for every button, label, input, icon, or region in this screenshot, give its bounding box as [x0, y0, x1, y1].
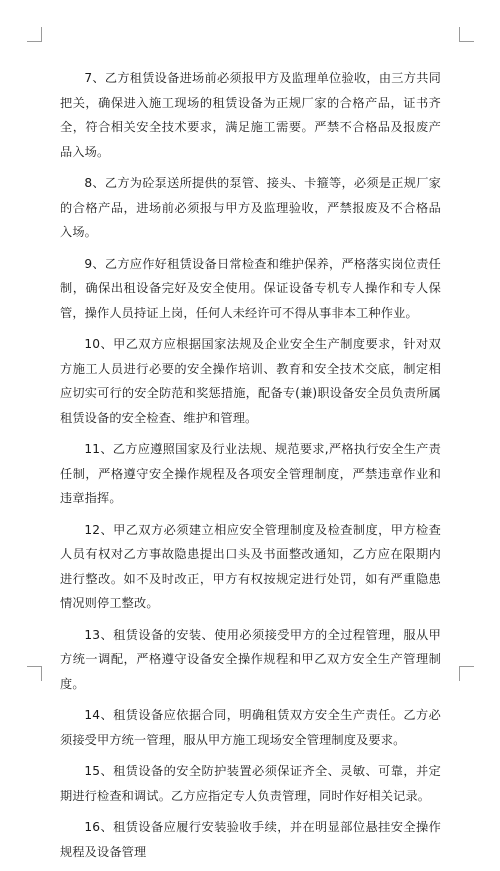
paragraph-15: 15、租赁设备的安全防护装置必须保证齐全、灵敏、可靠，并定期进行检查和调试。乙方应指定专人负责管理，同时作好相关记录。	[60, 764, 441, 803]
crop-mark-bottom-left	[27, 666, 42, 681]
paragraph-12: 12、甲乙双方必须建立相应安全管理制度及检查制度，甲方检查人员有权对乙方事故隐患提出口头及书面整改通知，乙方应在限期内进行整改。如不及时改正，甲方有权按规定进行处罚，如有严重隐患情况则停工整改。	[60, 522, 441, 610]
paragraph-13: 13、租赁设备的安装、使用必须接受甲方的全过程管理，服从甲方统一调配，严格遵守设备安全操作规程和甲乙双方安全生产管理制度。	[60, 627, 441, 691]
crop-mark-top-right	[459, 27, 474, 42]
paragraph-9: 9、乙方应作好租赁设备日常检查和维护保养，严格落实岗位责任制，确保出租设备完好及安全使用。保证设备专机专人操作和专人保管，操作人员持证上岗，任何人未经许可不得从事非本工种作业。	[60, 256, 441, 320]
paragraph-16: 16、租赁设备应履行安装验收手续，并在明显部位悬挂安全操作规程及设备管理	[60, 820, 441, 859]
crop-mark-top-left	[27, 27, 42, 42]
paragraph-7: 7、乙方租赁设备进场前必须报甲方及监理单位验收，由三方共同把关，确保进入施工现场的租赁设备为正规厂家的合格产品，证书齐全，符合相关安全技术要求，满足施工需要。严禁不合格品及报废产品入场。	[60, 71, 441, 159]
paragraph-8: 8、乙方为砼泵送所提供的泵管、接头、卡箍等，必须是正规厂家的合格产品，进场前必须报与甲方及监理验收，严禁报废及不合格品入场。	[60, 176, 441, 239]
paragraph-14: 14、租赁设备应依据合同，明确租赁双方安全生产责任。乙方必须接受甲方统一管理，服从甲方施工现场安全管理制度及要求。	[60, 708, 441, 747]
document-body	[60, 66, 441, 871]
paragraph-10: 10、甲乙双方应根据国家法规及企业安全生产制度要求，针对双方施工人员进行必要的安全操作培训、教育和安全技术交底，制定相应切实可行的安全防范和奖惩措施，配备专(兼)职设备安全员负责所属租赁设备的安全检查、维护和管理。	[60, 337, 441, 425]
crop-mark-bottom-right	[459, 666, 474, 681]
paragraph-11: 11、乙方应遵照国家及行业法规、规范要求,严格执行安全生产责任制，严格遵守安全操作规程及各项安全管理制度，严禁违章作业和违章指挥。	[60, 442, 441, 505]
